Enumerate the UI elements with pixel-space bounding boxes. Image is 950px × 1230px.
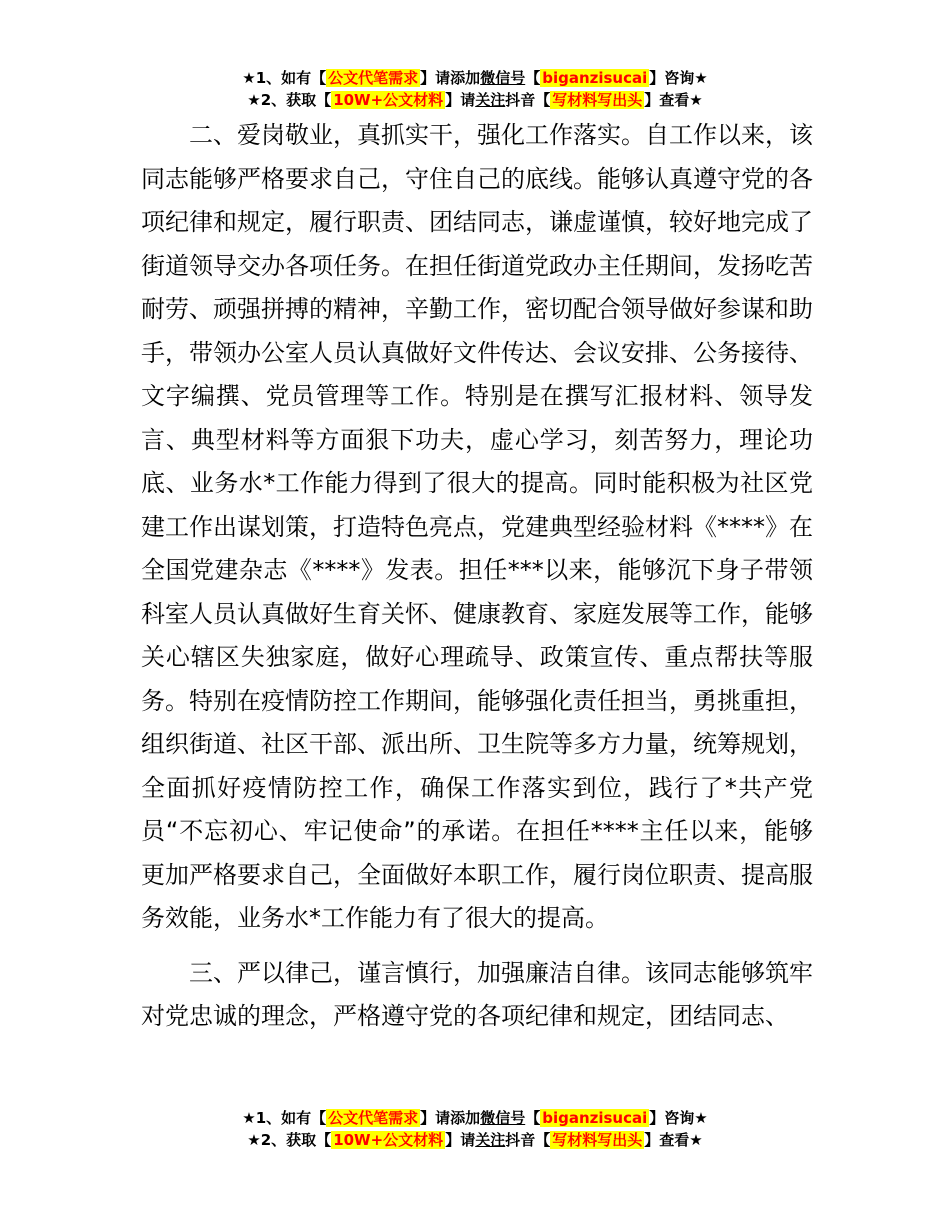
promo-highlight: 10W+公文材料 — [333, 91, 444, 109]
promo-text: 】请添加 — [420, 1109, 481, 1127]
promo-underline-text: 关注 — [475, 1131, 506, 1149]
promo-highlight: 写材料写出头 — [552, 1131, 643, 1149]
promo-highlight: 写材料写出头 — [552, 91, 643, 109]
promo-text: 】请 — [445, 1131, 476, 1149]
paragraph: 二、爱岗敬业，真抓实干，强化工作落实。自工作以来，该同志能够严格要求自己，守住自己的底线。能够认真遵守党的各项纪律和规定，履行职责、团结同志，谦虚谨慎，较好地完成了街道领导交办各项任务。在担任街道党政办主任期间，发扬吃苦耐劳、顽强拼搏的精神，辛勤工作，密切配合领导做好参谋和助手，带领办公室人员认真做好文件传达、会议安排、公务接待、文字编撰、党员管理等工作。特别是在撰写汇报材料、领导发言、典型材料等方面狠下功夫，虚心学习，刻苦努力，理论功底、业务水*工作能力得到了很大的提高。同时能积极为社区党建工作出谋划策，打造特色亮点，党建典型经验材料《****》在全国党建杂志《****》发表。担任***以来，能够沉下身子带领科室人员认真做好生育关怀、健康教育、家庭发展等工作，能够关心辖区失独家庭，做好心理疏导、政策宣传、重点帮扶等服务。特别在疫情防控工作期间，能够强化责任担当，勇挑重担，组织街道、社区干部、派出所、卫生院等多方力量，统筹规划，全面抓好疫情防控工作，确保工作落实到位，践行了*共产党员“不忘初心、牢记使命”的承诺。在担任****主任以来，能够更加严格要求自己，全面做好本职工作，履行岗位职责、提高服务效能，业务水*工作能力有了很大的提高。 — [141, 121, 813, 932]
promo-text: 】请 — [445, 91, 476, 109]
promo-line-2 — [0, 1129, 950, 1151]
paragraph: 三、严以律己，谨言慎行，加强廉洁自律。该同志能够筑牢对党忠诚的理念，严格遵守党的各项纪律和规定，团结同志、 — [141, 958, 813, 1030]
promo-text: 【 — [525, 69, 541, 87]
promo-text: ★2、获取【 — [247, 91, 332, 109]
promo-line-1 — [0, 1107, 950, 1129]
promo-text: 【 — [525, 1109, 541, 1127]
header-promo — [0, 67, 950, 111]
promo-text: 】查看★ — [644, 91, 703, 109]
promo-text: 】咨询★ — [649, 1109, 708, 1127]
promo-highlight: 10W+公文材料 — [333, 1131, 444, 1149]
footer-promo — [0, 1107, 950, 1151]
promo-underline-text: 微信号 — [480, 1109, 526, 1127]
promo-text: 抖音【 — [505, 1131, 551, 1149]
document-body — [141, 114, 813, 1039]
promo-line-2 — [0, 89, 950, 111]
promo-text: 】查看★ — [644, 1131, 703, 1149]
promo-highlight: biganzisucai — [542, 1109, 648, 1127]
promo-text: 】咨询★ — [649, 69, 708, 87]
promo-text: ★2、获取【 — [247, 1131, 332, 1149]
promo-underline-text: 关注 — [475, 91, 506, 109]
promo-text: 抖音【 — [505, 91, 551, 109]
promo-highlight: 公文代笔需求 — [328, 69, 419, 87]
promo-text: ★1、如有【 — [242, 69, 327, 87]
promo-highlight: 公文代笔需求 — [328, 1109, 419, 1127]
promo-underline-text: 微信号 — [480, 69, 526, 87]
promo-highlight: biganzisucai — [542, 69, 648, 87]
promo-line-1 — [0, 67, 950, 89]
promo-text: 】请添加 — [420, 69, 481, 87]
promo-text: ★1、如有【 — [242, 1109, 327, 1127]
